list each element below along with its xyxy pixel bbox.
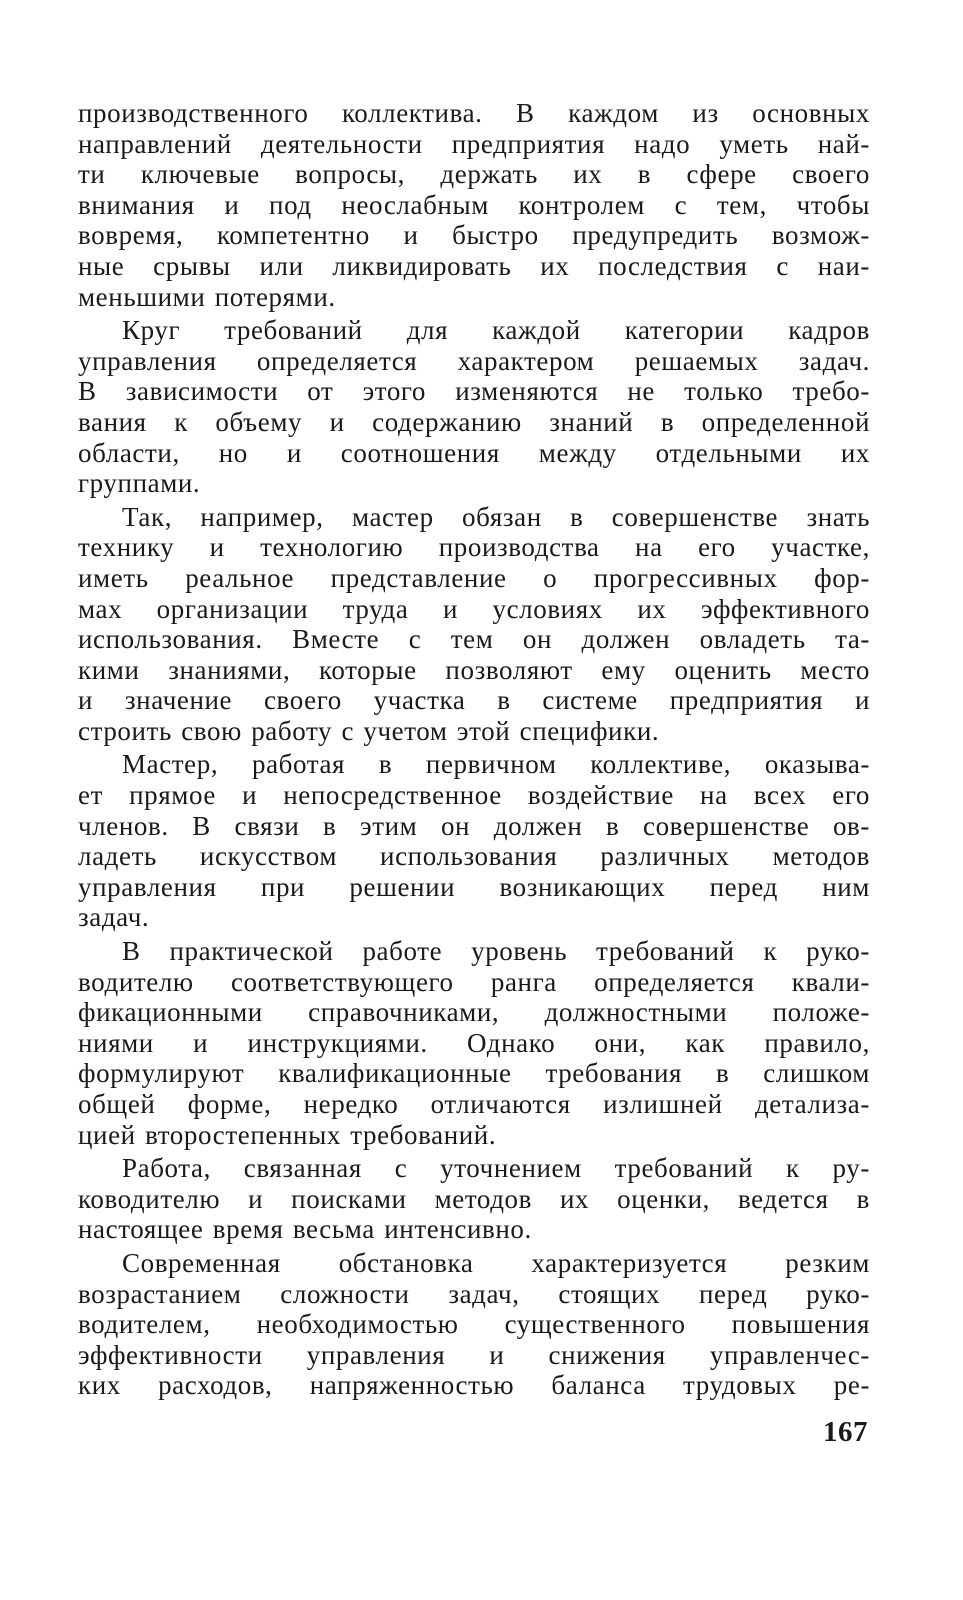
text-line: управления при решении возникающих перед ним bbox=[78, 871, 870, 902]
text-line: настоящее время весьма интенсивно. bbox=[78, 1214, 532, 1245]
text-line: технику и технологию производства на его участке, bbox=[78, 532, 870, 563]
text-line: управления определяется характером решаемых задач. bbox=[78, 345, 870, 376]
text-line: использования. Вместе с тем он должен овладеть та- bbox=[78, 624, 870, 655]
text-line: производственного коллектива. В каждом из основных bbox=[78, 98, 870, 128]
text-line: формулируют квалификационные требования в слишком bbox=[78, 1058, 870, 1089]
text-line: меньшими потерями. bbox=[78, 281, 336, 312]
paragraph-p6 bbox=[78, 1153, 870, 1245]
text-line: Работа, связанная с уточнением требований к ру- bbox=[122, 1153, 870, 1184]
text-line: группами. bbox=[78, 468, 201, 499]
text-line: иметь реальное представление о прогрессивных фор- bbox=[78, 562, 870, 593]
text-line: ет прямое и непосредственное воздействие на всех его bbox=[78, 780, 870, 811]
text-line: кими знаниями, которые позволяют ему оценить место bbox=[78, 654, 870, 685]
text-line: ные срывы или ликвидировать их последствия с наи- bbox=[78, 250, 870, 281]
paragraph-p3 bbox=[78, 502, 870, 747]
text-line: направлений деятельности предприятия надо уметь най- bbox=[78, 128, 870, 159]
text-line: ниями и инструкциями. Однако они, как правило, bbox=[78, 1027, 870, 1058]
text-line: ководителю и поисками методов их оценки, ведется в bbox=[78, 1183, 870, 1214]
text-line: внимания и под неослабным контролем с тем, чтобы bbox=[78, 189, 870, 220]
text-line: вовремя, компетентно и быстро предупредить возмож- bbox=[78, 220, 870, 251]
text-line: В зависимости от этого изменяются не только требо- bbox=[78, 376, 870, 407]
text-line: членов. В связи в этим он должен в совершенстве ов- bbox=[78, 810, 870, 841]
text-line: общей форме, нередко отличаются излишней детализа- bbox=[78, 1089, 870, 1119]
text-line: ких расходов, напряженностью баланса трудовых ре- bbox=[78, 1370, 870, 1401]
paragraph-p7 bbox=[78, 1248, 870, 1401]
text-line: возрастанием сложности задач, стоящих перед руко- bbox=[78, 1278, 870, 1309]
text-line: В практической работе уровень требований к руко- bbox=[122, 936, 870, 967]
text-line: цией второстепенных требований. bbox=[78, 1119, 497, 1150]
text-line: ладеть искусством использования различных методов bbox=[78, 841, 870, 872]
text-line: области, но и соотношения между отдельными их bbox=[78, 437, 870, 468]
paragraph-p2 bbox=[78, 315, 870, 499]
page-body bbox=[78, 98, 870, 1404]
text-line: и значение своего участка в системе предприятия и bbox=[78, 685, 870, 716]
text-line: водителем, необходимостью существенного повышения bbox=[78, 1309, 870, 1340]
text-line: Круг требований для каждой категории кадров bbox=[122, 315, 870, 346]
text-line: Современная обстановка характеризуется резким bbox=[122, 1247, 870, 1278]
text-line: ти ключевые вопросы, держать их в сфере своего bbox=[78, 159, 870, 190]
paragraph-p1 bbox=[78, 98, 870, 312]
paragraph-p5 bbox=[78, 936, 870, 1150]
text-line: Так, например, мастер обязан в совершенстве знать bbox=[122, 501, 870, 532]
text-line: вания к объему и содержанию знаний в определенной bbox=[78, 406, 870, 437]
text-line: водителю соответствующего ранга определяется квали- bbox=[78, 966, 870, 997]
paragraph-p4 bbox=[78, 749, 870, 933]
text-line: фикационными справочниками, должностными положе- bbox=[78, 997, 870, 1028]
page-number: 167 bbox=[823, 1416, 868, 1448]
text-line: Мастер, работая в первичном коллективе, оказыва- bbox=[122, 749, 870, 780]
text-line: строить свою работу с учетом этой специфики. bbox=[78, 715, 660, 746]
text-line: эффективности управления и снижения управленчес- bbox=[78, 1339, 870, 1370]
text-line: мах организации труда и условиях их эффективного bbox=[78, 593, 870, 624]
text-line: задач. bbox=[78, 902, 150, 933]
